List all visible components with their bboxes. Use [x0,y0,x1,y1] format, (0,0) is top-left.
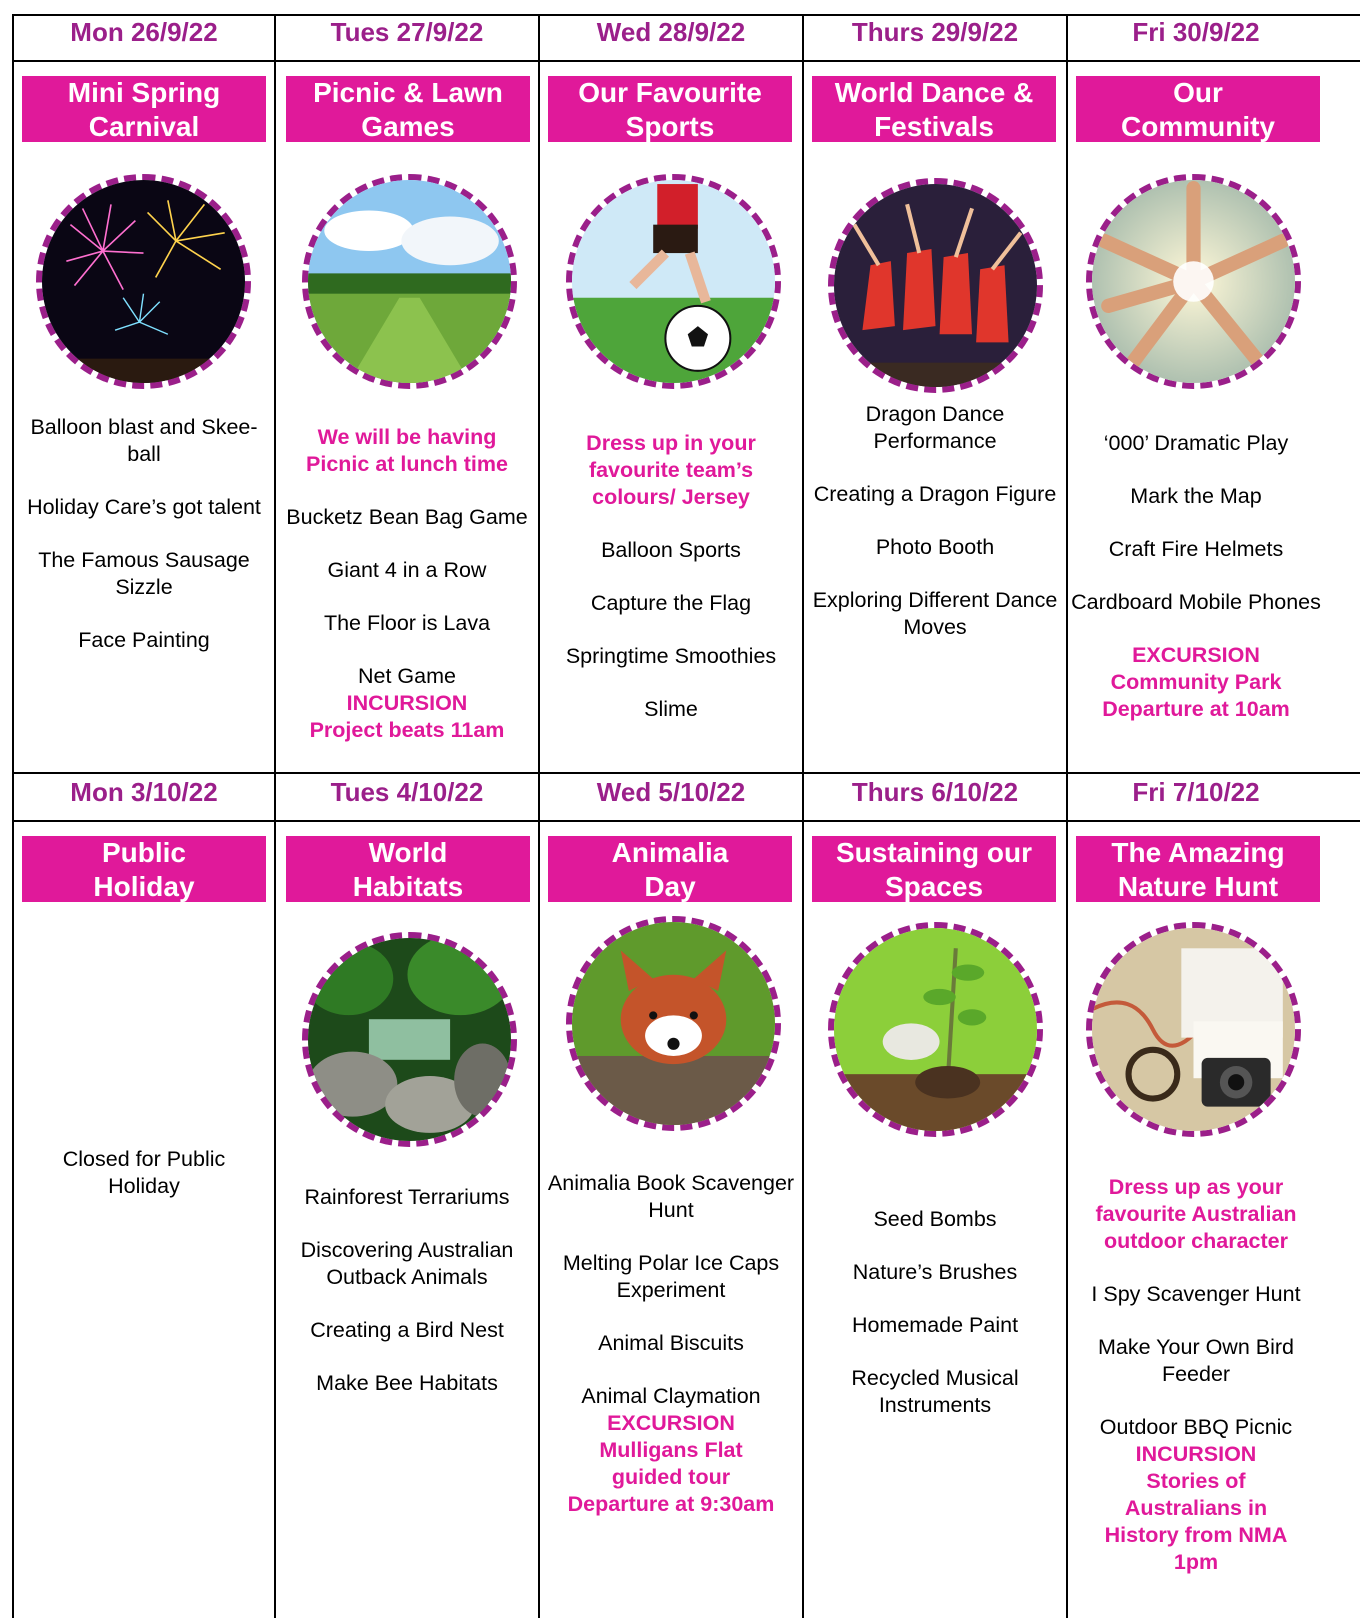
day-heading: Mon 26/9/22 [70,17,218,47]
tail-line: Community Park [1110,670,1282,694]
activity-item: Seed Bombs [873,1207,997,1231]
meadow-photo [302,174,517,389]
theme-line: Games [361,111,455,142]
theme-banner [1076,76,1320,142]
activity-item: Mark the Map [1130,484,1262,508]
theme-line: Public [101,837,186,868]
soccer-photo [566,174,781,389]
theme-line: Festivals [874,111,994,142]
tail-line: EXCURSION [1132,643,1260,667]
note-line: Dress up as your [1108,1175,1284,1199]
tail-line: Stories of [1146,1469,1246,1493]
activity-list [540,1170,802,1518]
tail-line: guided tour [611,1465,731,1489]
theme-line: Day [644,871,696,902]
tail-line: INCURSION [1135,1442,1257,1466]
day-cell-fri-7 [1068,774,1324,1618]
day-cell-thu-6 [804,774,1066,1618]
fireworks-photo [36,174,251,389]
activity-item: Slime [644,697,698,721]
theme-line: Carnival [88,111,200,142]
theme-banner [22,836,266,902]
activity-item: Homemade Paint [851,1313,1019,1337]
activity-item: Cardboard Mobile Phones [1071,590,1321,614]
activity-item: Craft Fire Helmets [1108,537,1284,561]
theme-banner [812,76,1056,142]
day-heading: Tues 4/10/22 [330,777,484,807]
activity-item: Balloon blast and Skee-ball [30,415,258,466]
theme-line: Picnic & Lawn [313,77,503,108]
theme-line: Community [1121,111,1275,142]
day-heading: Thurs 29/9/22 [851,17,1019,47]
activity-list [276,1184,538,1423]
activity-item: Exploring Different Dance Moves [812,588,1058,639]
activity-item: Animalia Book Scavenger Hunt [547,1171,795,1222]
day-cell-tue-4 [276,774,538,1618]
theme-line: Habitats [352,871,464,902]
theme-line: Nature Hunt [1117,871,1279,902]
tail-line: Departure at 10am [1102,697,1290,721]
tail-line: INCURSION [346,691,468,715]
map-camera-photo [1086,922,1301,1137]
activity-list [14,1146,274,1226]
theme-line: Animalia [611,837,729,868]
theme-line: Our Favourite [578,77,762,108]
activity-item: Make Your Own Bird Feeder [1098,1335,1294,1386]
note-line: favourite team’s [588,458,754,482]
activity-list [540,430,802,749]
activity-item: Holiday Care’s got talent [27,495,261,519]
activity-item: Creating a Dragon Figure [813,482,1057,506]
red-panda-photo [566,916,781,1131]
day-heading: Fri 30/9/22 [1132,17,1260,47]
incursion-note [1070,1441,1322,1576]
activity-item: The Floor is Lava [323,611,491,635]
tail-line: Project beats 11am [309,718,505,742]
activity-list [14,414,274,680]
theme-line: Spaces [884,871,984,902]
theme-line: Sustaining our [836,837,1032,868]
highlight-note [1070,1174,1322,1255]
activity-item: Rainforest Terrariums [304,1185,510,1209]
activity-item: Recycled Musical Instruments [851,1366,1019,1417]
activity-item: Creating a Bird Nest [310,1318,504,1342]
activity-item: I Spy Scavenger Hunt [1091,1282,1301,1306]
highlight-note [544,430,798,511]
tail-line: Australians in [1124,1496,1268,1520]
activity-item: Dragon Dance Performance [865,402,1005,453]
note-line: colours/ Jersey [592,485,750,509]
dancers-photo [828,178,1043,393]
tail-line: Mulligans Flat [599,1438,743,1462]
day-cell-thu-29 [804,14,1066,772]
tail-line: EXCURSION [607,1411,735,1435]
activity-item: Face Painting [78,628,210,652]
day-heading: Mon 3/10/22 [70,777,218,807]
activity-item: Springtime Smoothies [565,644,777,668]
activity-calendar [12,14,1360,1618]
theme-line: World [368,837,448,868]
day-heading: Wed 5/10/22 [596,777,746,807]
day-cell-wed-5 [540,774,802,1618]
theme-line: The Amazing [1111,837,1285,868]
day-heading: Wed 28/9/22 [596,17,746,47]
excursion-note [544,1410,798,1518]
note-line: Dress up in your [586,431,756,455]
rainforest-photo [302,932,517,1147]
theme-banner [1076,836,1320,902]
theme-line: Mini Spring [67,77,221,108]
activity-item: Capture the Flag [590,591,752,615]
activity-item: Melting Polar Ice Caps Experiment [562,1251,780,1302]
activity-item: Closed for Public Holiday [62,1147,226,1198]
day-heading: Fri 7/10/22 [1132,777,1260,807]
theme-banner [22,76,266,142]
theme-line: World Dance & [834,77,1034,108]
activity-list [804,1206,1066,1445]
activity-item: Net Game [358,664,456,688]
theme-line: Our [1173,77,1223,108]
tail-line: 1pm [1173,1550,1219,1574]
note-line: We will be having [317,425,497,449]
theme-line: Holiday [93,871,195,902]
day-cell-wed-28 [540,14,802,772]
theme-banner [286,76,530,142]
tail-line: Departure at 9:30am [567,1492,775,1516]
activity-list [804,401,1066,667]
day-cell-tue-27 [276,14,538,772]
note-line: outdoor character [1104,1229,1288,1253]
activity-list [276,424,538,744]
activity-item: Discovering Australian Outback Animals [300,1238,514,1289]
day-cell-fri-30 [1068,14,1324,772]
activity-item: Photo Booth [875,535,995,559]
day-heading: Tues 27/9/22 [330,17,484,47]
excursion-note [1070,642,1322,723]
activity-item: Nature’s Brushes [852,1260,1018,1284]
theme-banner [286,836,530,902]
theme-banner [812,836,1056,902]
activity-item: Giant 4 in a Row [327,558,487,582]
activity-item: Bucketz Bean Bag Game [286,505,528,529]
day-cell-mon-3 [14,774,274,1618]
activity-list [1068,430,1324,723]
activity-item: Outdoor BBQ Picnic [1099,1415,1293,1439]
incursion-note [280,690,534,744]
activity-item: Animal Biscuits [598,1331,744,1355]
hands-photo [1086,174,1301,389]
activity-item: The Famous Sausage Sizzle [38,548,250,599]
day-cell-mon-26 [14,14,274,772]
tail-line: History from NMA [1104,1523,1288,1547]
highlight-note [280,424,534,478]
activity-item: Make Bee Habitats [316,1371,498,1395]
note-line: Picnic at lunch time [306,452,508,476]
theme-banner [548,76,792,142]
activity-item: Balloon Sports [601,538,741,562]
note-line: favourite Australian [1095,1202,1297,1226]
activity-item: ‘000’ Dramatic Play [1103,431,1289,455]
activity-list [1068,1174,1324,1576]
day-heading: Thurs 6/10/22 [851,777,1019,807]
theme-line: Sports [625,111,715,142]
activity-item: Animal Claymation [581,1384,761,1408]
theme-banner [548,836,792,902]
planting-photo [828,922,1043,1137]
